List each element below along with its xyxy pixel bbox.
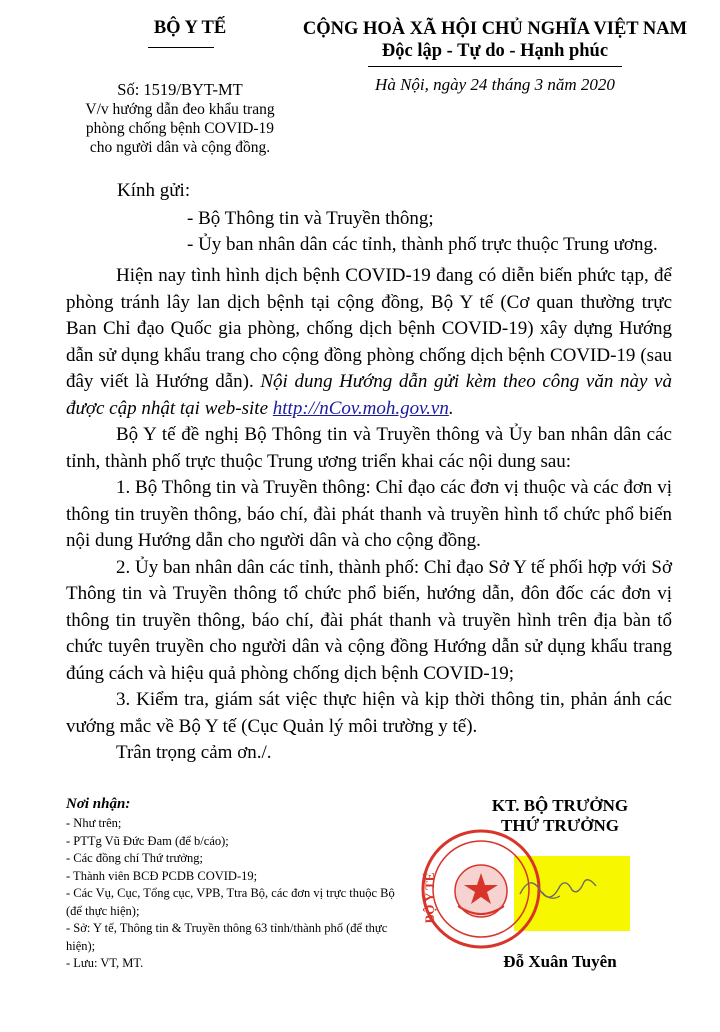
issuing-organization: BỘ Y TẾ [153,18,227,38]
letter-body [66,263,672,767]
nation-name: CỘNG HOÀ XÃ HỘI CHỦ NGHĨA VIỆT NAM [302,19,688,39]
body-paragraph: 2. Ủy ban nhân dân các tỉnh, thành phố: Chỉ đạo Sở Y tế phối hợp với Sở Thông tin và Truyền thông tổ chức phổ biến, hướng dẫn, đôn đốc các đơn vị thông tin truyền thông, báo chí, đài phát thanh và truyền hình trên địa bàn tổ chức tuyên truyền cho người dân và cộng đồng Hướng dẫn sử dụng khẩu trang đúng cách và hiệu quả phòng chống dịch bệnh COVID-19; [66,556,672,684]
stamp-text: BỘ Y TẾ [422,872,437,924]
recipient-item: - Ủy ban nhân dân các tỉnh, thành phố trực thuộc Trung ương. [187,234,658,255]
distribution-list [66,815,404,973]
distribution-title: Nơi nhận: [66,796,131,812]
body-paragraph [66,263,672,422]
national-motto: Độc lập - Tự do - Hạnh phúc [381,41,609,61]
distribution-item: - Các đồng chí Thứ trưởng; [66,851,203,865]
subject-line: cho người dân và cộng đồng. [89,139,271,156]
recipient-item: - Bộ Thông tin và Truyền thông; [187,208,434,229]
signatory-name: Đỗ Xuân Tuyên [503,952,617,971]
distribution-item: - Lưu: VT, MT. [66,956,144,970]
signatory-authority: KT. BỘ TRƯỞNG [491,796,629,815]
closing-thanks: Trân trọng cảm ơn./. [116,742,272,763]
body-paragraph: 3. Kiểm tra, giám sát việc thực hiện và kịp thời thông tin, phản ánh các vướng mắc về Bộ Y tế (Cục Quản lý môi trường y tế). [66,689,672,737]
paragraph-text: Hiện nay tình hình dịch bệnh COVID-19 đang có diễn biến phức tạp, để phòng tránh lây lan dịch bệnh tại cộng đồng, Bộ Y tế (Cơ quan thường trực Ban Chỉ đạo Quốc gia phòng, chống dịch bệnh COVID-19) xây dựng Hướng dẫn sử dụng khẩu trang cho cộng đồng phòng chống dịch bệnh COVID-19 (sau đây viết là Hướng dẫn). [66,265,672,392]
national-header [280,18,710,62]
body-paragraph: Bộ Y tế đề nghị Bộ Thông tin và Truyền thông và Ủy ban nhân dân các tỉnh, thành phố trực thuộc Trung ương triển khai các nội dung sau: [66,424,672,472]
distribution-item: - Như trên; [66,816,122,830]
org-underline [148,47,214,48]
document-subject [55,100,305,157]
distribution-item: - PTTg Vũ Đức Đam (để b/cáo); [66,833,229,848]
distribution-item: - Thành viên BCĐ PCDB COVID-19; [66,868,258,883]
place-date: Hà Nội, ngày 24 tháng 3 năm 2020 [375,75,615,94]
subject-line: V/v hướng dẫn đeo khẩu trang [85,101,275,118]
distribution-item: - Các Vụ, Cục, Tổng cục, VPB, Ttra Bộ, các đơn vị trực thuộc Bộ (để thực hiện); [66,886,395,918]
italic-note-text: Nội dung Hướng dẫn gửi kèm theo công văn này và được cập nhật tại web-site [66,371,672,419]
subject-line: phòng chống bệnh COVID-19 [85,120,275,137]
greeting: Kính gửi: [117,180,191,201]
motto-underline [368,66,622,67]
website-link[interactable]: http://nCov.moh.gov.vn [272,397,449,419]
distribution-item: - Sở: Y tế, Thông tin & Truyền thông 63 tỉnh/thành phố (để thực hiện); [66,921,388,953]
sentence-end: . [448,397,454,419]
body-paragraph: 1. Bộ Thông tin và Truyền thông: Chỉ đạo các đơn vị thuộc và các đơn vị thông tin truyền thông, báo chí, đài phát thanh và truyền hình tổ chức phổ biến nội dung Hướng dẫn cho người dân và cho cộng đồng. [66,477,672,551]
handwritten-signature [500,856,610,916]
document-number: Số: 1519/BYT-MT [117,80,243,99]
signatory-title: THỨ TRƯỞNG [501,816,619,835]
